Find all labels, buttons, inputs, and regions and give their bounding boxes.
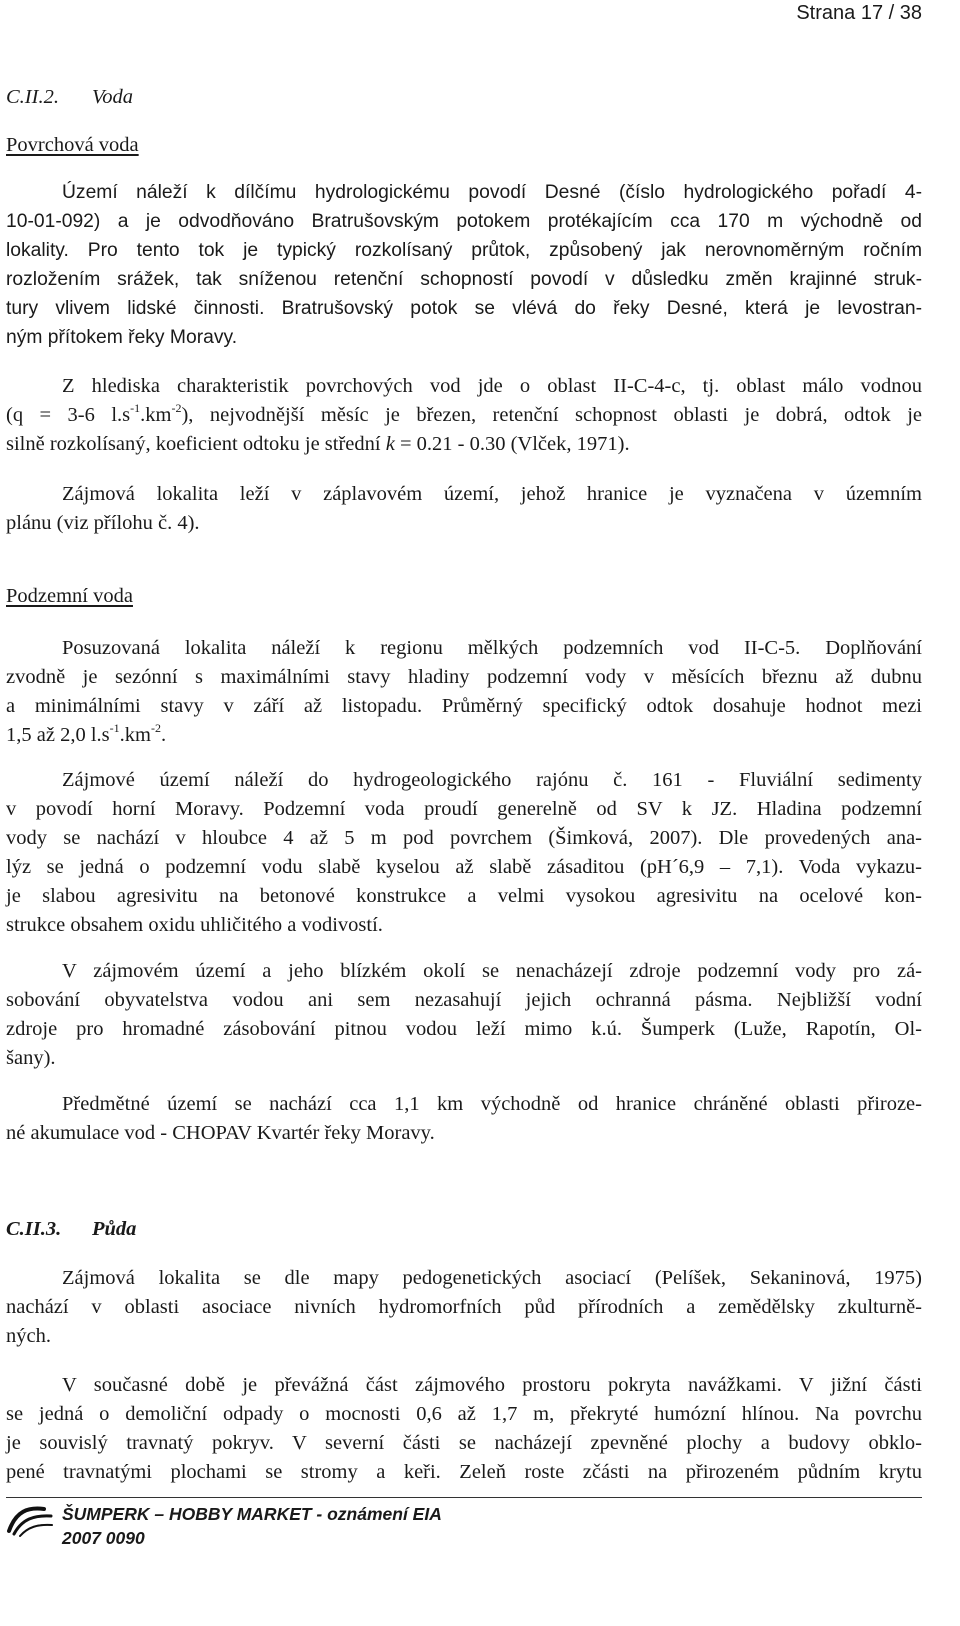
text-line: zdroje pro hromadné zásobování pitnou vodou leží mimo k.ú. Šumperk (Luže, Rapotín, Ol- xyxy=(6,1018,922,1040)
text-line: lokality. Pro tento tok je typický rozkolísaný průtok, způsobený jak nerovnoměrným ročním xyxy=(6,240,922,261)
text-line: V zájmovém území a jeho blízkém okolí se nenacházejí zdroje podzemní vody pro zá- xyxy=(62,960,922,982)
text-line: Z hlediska charakteristik povrchových vod jde o oblast II-C-4-c, tj. oblast málo vodnou xyxy=(62,375,922,397)
text-line: nachází v oblasti asociace nivních hydromorfních půd přírodních a zemědělsky zkulturně- xyxy=(6,1296,922,1318)
text-line: 1,5 až 2,0 $l.s^{-1}.km^{-2}$. xyxy=(6,721,167,746)
text-line: je slabou agresivitu na betonové konstrukce a velmi vysokou agresivitu na ocelové kon- xyxy=(6,885,922,907)
subsection-title-surface-water: Povrchová voda xyxy=(6,134,139,156)
text-line: je souvislý travnatý pokryv. V severní části se nacházejí zpevněné plochy a budovy obklo- xyxy=(6,1432,922,1454)
company-logo-icon xyxy=(6,1503,54,1537)
paragraph-soil-1 xyxy=(6,1264,922,1351)
footer-divider xyxy=(6,1497,922,1498)
subsection-title-ground-water: Podzemní voda xyxy=(6,585,133,607)
section-title: Voda xyxy=(92,86,133,108)
text-line: silně rozkolísaný, koeficient odtoku je střední k = 0.21 - 0.30 (Vlček, 1971). xyxy=(6,433,630,455)
text-line: 10-01-092) a je odvodňováno Bratrušovským potokem protékajícím cca 170 m východně od xyxy=(6,211,922,232)
paragraph-ground-1 xyxy=(6,634,922,750)
text-line: sobování obyvatelstva vodou ani sem nezasahují jejich ochranná pásma. Nejbližší vodní xyxy=(6,989,922,1011)
paragraph-surface-2 xyxy=(6,372,922,459)
text-line: ných. xyxy=(6,1325,51,1347)
paragraph-surface-1 xyxy=(6,178,922,352)
text-line: Posuzovaná lokalita náleží k regionu mělkých podzemních vod II-C-5. Doplňování xyxy=(62,637,922,659)
paragraph-ground-2 xyxy=(6,766,922,940)
text-line: a minimálními stavy v září až listopadu. Průměrný specifický odtok dosahuje hodnot mezi xyxy=(6,695,922,717)
text-line: lýz se jedná o podzemní vodu slabě kyselou až slabě zásaditou (pH´6,9 – 7,1). Voda vykazu- xyxy=(6,856,922,878)
paragraph-surface-3 xyxy=(6,480,922,538)
text-line: V současné době je převážná část zájmového prostoru pokryta navážkami. V jižní části xyxy=(62,1374,922,1396)
footer-title: ŠUMPERK – HOBBY MARKET - oznámení EIA xyxy=(62,1504,442,1524)
text-line: se jedná o demoliční odpady o mocnosti 0,6 až 1,7 m, překryté humózní hlínou. Na povrchu xyxy=(6,1403,922,1425)
text-line: Předmětné území se nachází cca 1,1 km východně od hranice chráněné oblasti přiroze- xyxy=(62,1093,922,1115)
text-line: plánu (viz přílohu č. 4). xyxy=(6,512,200,534)
text-line: Zájmové území náleží do hydrogeologického rajónu č. 161 - Fluviální sedimenty xyxy=(62,769,922,791)
text-line: zvodně je sezónní s maximálními stavy hladiny podzemní vody v měsících březnu až dubnu xyxy=(6,666,922,688)
text-line: (q = 3-6 $l.s^{-1}.km^{-2}$), nejvodnější měsíc je březen, retenční schopnost oblasti je dobrá, odtok je xyxy=(6,401,922,426)
text-line: Zájmová lokalita se dle mapy pedogenetických asociací (Pelíšek, Sekaninová, 1975) xyxy=(62,1267,922,1289)
text-line: strukce obsahem oxidu uhličitého a vodivostí. xyxy=(6,914,383,936)
text-line: vody se nachází v hloubce 4 až 5 m pod povrchem (Šimková, 2007). Dle provedených ana- xyxy=(6,827,922,849)
page-number: Strana 17 / 38 xyxy=(796,2,922,24)
text-line: Zájmová lokalita leží v záplavovém území, jehož hranice je vyznačena v územním xyxy=(62,483,922,505)
text-line: šany). xyxy=(6,1047,56,1069)
section-heading-puda xyxy=(6,1218,136,1241)
text-line: tury vlivem lidské činnosti. Bratrušovský potok se vlévá do řeky Desné, která je levostran- xyxy=(6,298,922,319)
paragraph-soil-2 xyxy=(6,1371,922,1487)
text-line: pené travnatými plochami se stromy a keři. Zeleň roste zčásti na přirozeném půdním krytu xyxy=(6,1461,922,1483)
paragraph-ground-3 xyxy=(6,957,922,1073)
text-line: ným přítokem řeky Moravy. xyxy=(6,327,238,348)
paragraph-ground-4 xyxy=(6,1090,922,1148)
text-line: rozložením srážek, tak sníženou retenční schopností povodí v důsledku změn krajinné struk- xyxy=(6,269,922,290)
text-line: v povodí horní Moravy. Podzemní voda proudí generelně od SV k JZ. Hladina podzemní xyxy=(6,798,922,820)
text-line: né akumulace vod - CHOPAV Kvartér řeky Moravy. xyxy=(6,1122,435,1144)
footer-code: 2007 0090 xyxy=(62,1528,145,1548)
section-heading-voda xyxy=(6,86,133,109)
section-number: C.II.2. xyxy=(6,86,59,108)
section-title: Půda xyxy=(92,1218,137,1240)
text-line: Území náleží k dílčímu hydrologickému povodí Desné (číslo hydrologického pořadí 4- xyxy=(62,182,922,203)
section-number: C.II.3. xyxy=(6,1218,62,1240)
